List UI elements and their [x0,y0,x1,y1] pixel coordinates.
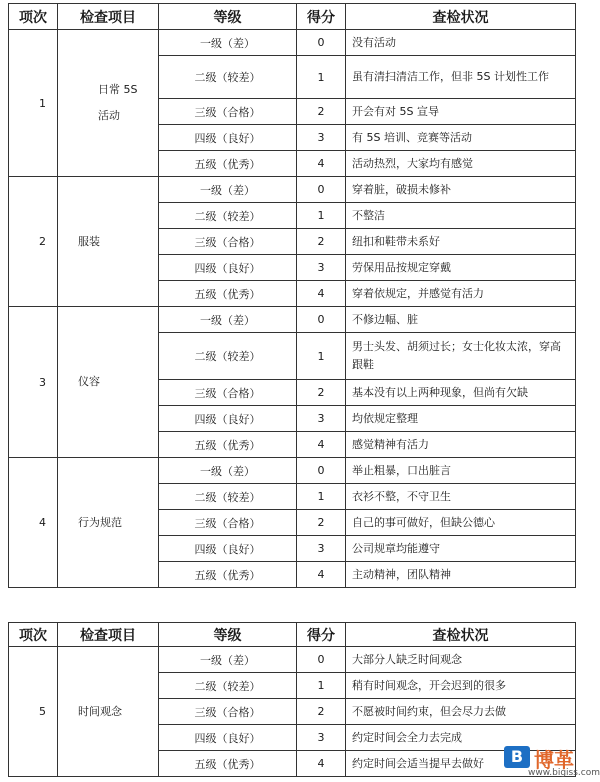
table-row [9,30,576,56]
level-cell: 一级（差） [159,307,297,333]
level-cell: 一级（差） [159,30,297,56]
level-cell: 五级（优秀） [159,432,297,458]
item-index: 4 [9,458,58,588]
level-cell: 三级（合格） [159,99,297,125]
header-row [9,4,576,30]
level-cell: 三级（合格） [159,510,297,536]
status-cell: 男士头发、胡须过长；女士化妆太浓，穿高跟鞋 [346,333,576,380]
status-cell: 自己的事可做好，但缺公德心 [346,510,576,536]
score-cell: 2 [297,380,346,406]
status-cell: 没有活动 [346,30,576,56]
status-cell: 穿着依规定，并感觉有活力 [346,281,576,307]
header-row [9,623,576,647]
status-cell: 虽有清扫清洁工作，但非 5S 计划性工作 [346,56,576,99]
status-cell: 穿着脏，破损未修补 [346,177,576,203]
header-item: 检查项目 [58,623,159,647]
level-cell: 五级（优秀） [159,151,297,177]
item-name: 日常 5S 活动 [58,30,159,177]
score-cell: 0 [297,307,346,333]
score-cell: 2 [297,99,346,125]
header-index: 项次 [9,623,58,647]
watermark-logo-icon: B [504,746,530,768]
score-cell: 0 [297,458,346,484]
table-row [9,647,576,673]
score-cell: 2 [297,699,346,725]
table-row [9,177,576,203]
level-cell: 二级（较差） [159,673,297,699]
level-cell: 三级（合格） [159,380,297,406]
level-cell: 二级（较差） [159,203,297,229]
score-cell: 3 [297,406,346,432]
score-cell: 1 [297,673,346,699]
header-status: 查检状况 [346,4,576,30]
status-cell: 公司规章均能遵守 [346,536,576,562]
header-item: 检查项目 [58,4,159,30]
score-cell: 4 [297,281,346,307]
status-cell: 不愿被时间约束，但会尽力去做 [346,699,576,725]
level-cell: 五级（优秀） [159,562,297,588]
level-cell: 五级（优秀） [159,751,297,777]
score-cell: 2 [297,229,346,255]
status-cell: 举止粗暴，口出脏言 [346,458,576,484]
item-name: 服装 [58,177,159,307]
score-cell: 1 [297,484,346,510]
score-cell: 1 [297,203,346,229]
status-cell: 有 5S 培训、竞赛等活动 [346,125,576,151]
score-cell: 2 [297,510,346,536]
status-cell: 开会有对 5S 宣导 [346,99,576,125]
level-cell: 二级（较差） [159,56,297,99]
inspection-table-2 [8,622,576,777]
level-cell: 一级（差） [159,458,297,484]
score-cell: 4 [297,432,346,458]
status-cell: 稍有时间观念，开会迟到的很多 [346,673,576,699]
status-cell: 劳保用品按规定穿戴 [346,255,576,281]
header-status: 查检状况 [346,623,576,647]
level-cell: 四级（良好） [159,725,297,751]
level-cell: 三级（合格） [159,229,297,255]
score-cell: 4 [297,562,346,588]
level-cell: 四级（良好） [159,125,297,151]
level-cell: 二级（较差） [159,484,297,510]
score-cell: 1 [297,333,346,380]
score-cell: 3 [297,125,346,151]
level-cell: 二级（较差） [159,333,297,380]
header-level: 等级 [159,623,297,647]
item-index: 3 [9,307,58,458]
table-row [9,458,576,484]
watermark [504,744,600,780]
score-cell: 4 [297,751,346,777]
status-cell: 纽扣和鞋带未系好 [346,229,576,255]
item-name: 时间观念 [58,647,159,777]
score-cell: 0 [297,30,346,56]
inspection-table-1 [8,3,576,588]
level-cell: 四级（良好） [159,406,297,432]
status-cell: 约定时间会适当提早去做好 [346,751,576,777]
level-cell: 四级（良好） [159,255,297,281]
header-index: 项次 [9,4,58,30]
watermark-url: www.bigiss.com [528,768,600,778]
score-cell: 1 [297,56,346,99]
table-row [9,307,576,333]
score-cell: 3 [297,725,346,751]
item-index: 5 [9,647,58,777]
score-cell: 3 [297,255,346,281]
status-cell: 主动精神，团队精神 [346,562,576,588]
status-cell: 感觉精神有活力 [346,432,576,458]
item-index: 1 [9,30,58,177]
level-cell: 三级（合格） [159,699,297,725]
status-cell: 基本没有以上两种现象，但尚有欠缺 [346,380,576,406]
status-cell: 活动热烈，大家均有感觉 [346,151,576,177]
header-level: 等级 [159,4,297,30]
item-name: 仪容 [58,307,159,458]
status-cell: 不修边幅、脏 [346,307,576,333]
status-cell: 均依规定整理 [346,406,576,432]
score-cell: 4 [297,151,346,177]
item-index: 2 [9,177,58,307]
status-cell: 衣衫不整，不守卫生 [346,484,576,510]
score-cell: 0 [297,177,346,203]
level-cell: 四级（良好） [159,536,297,562]
watermark-name: 博革 [534,748,574,772]
level-cell: 一级（差） [159,177,297,203]
header-score: 得分 [297,623,346,647]
level-cell: 一级（差） [159,647,297,673]
item-name: 行为规范 [58,458,159,588]
header-score: 得分 [297,4,346,30]
status-cell: 大部分人缺乏时间观念 [346,647,576,673]
status-cell: 不整洁 [346,203,576,229]
level-cell: 五级（优秀） [159,281,297,307]
score-cell: 3 [297,536,346,562]
status-cell: 约定时间会全力去完成 [346,725,576,751]
score-cell: 0 [297,647,346,673]
